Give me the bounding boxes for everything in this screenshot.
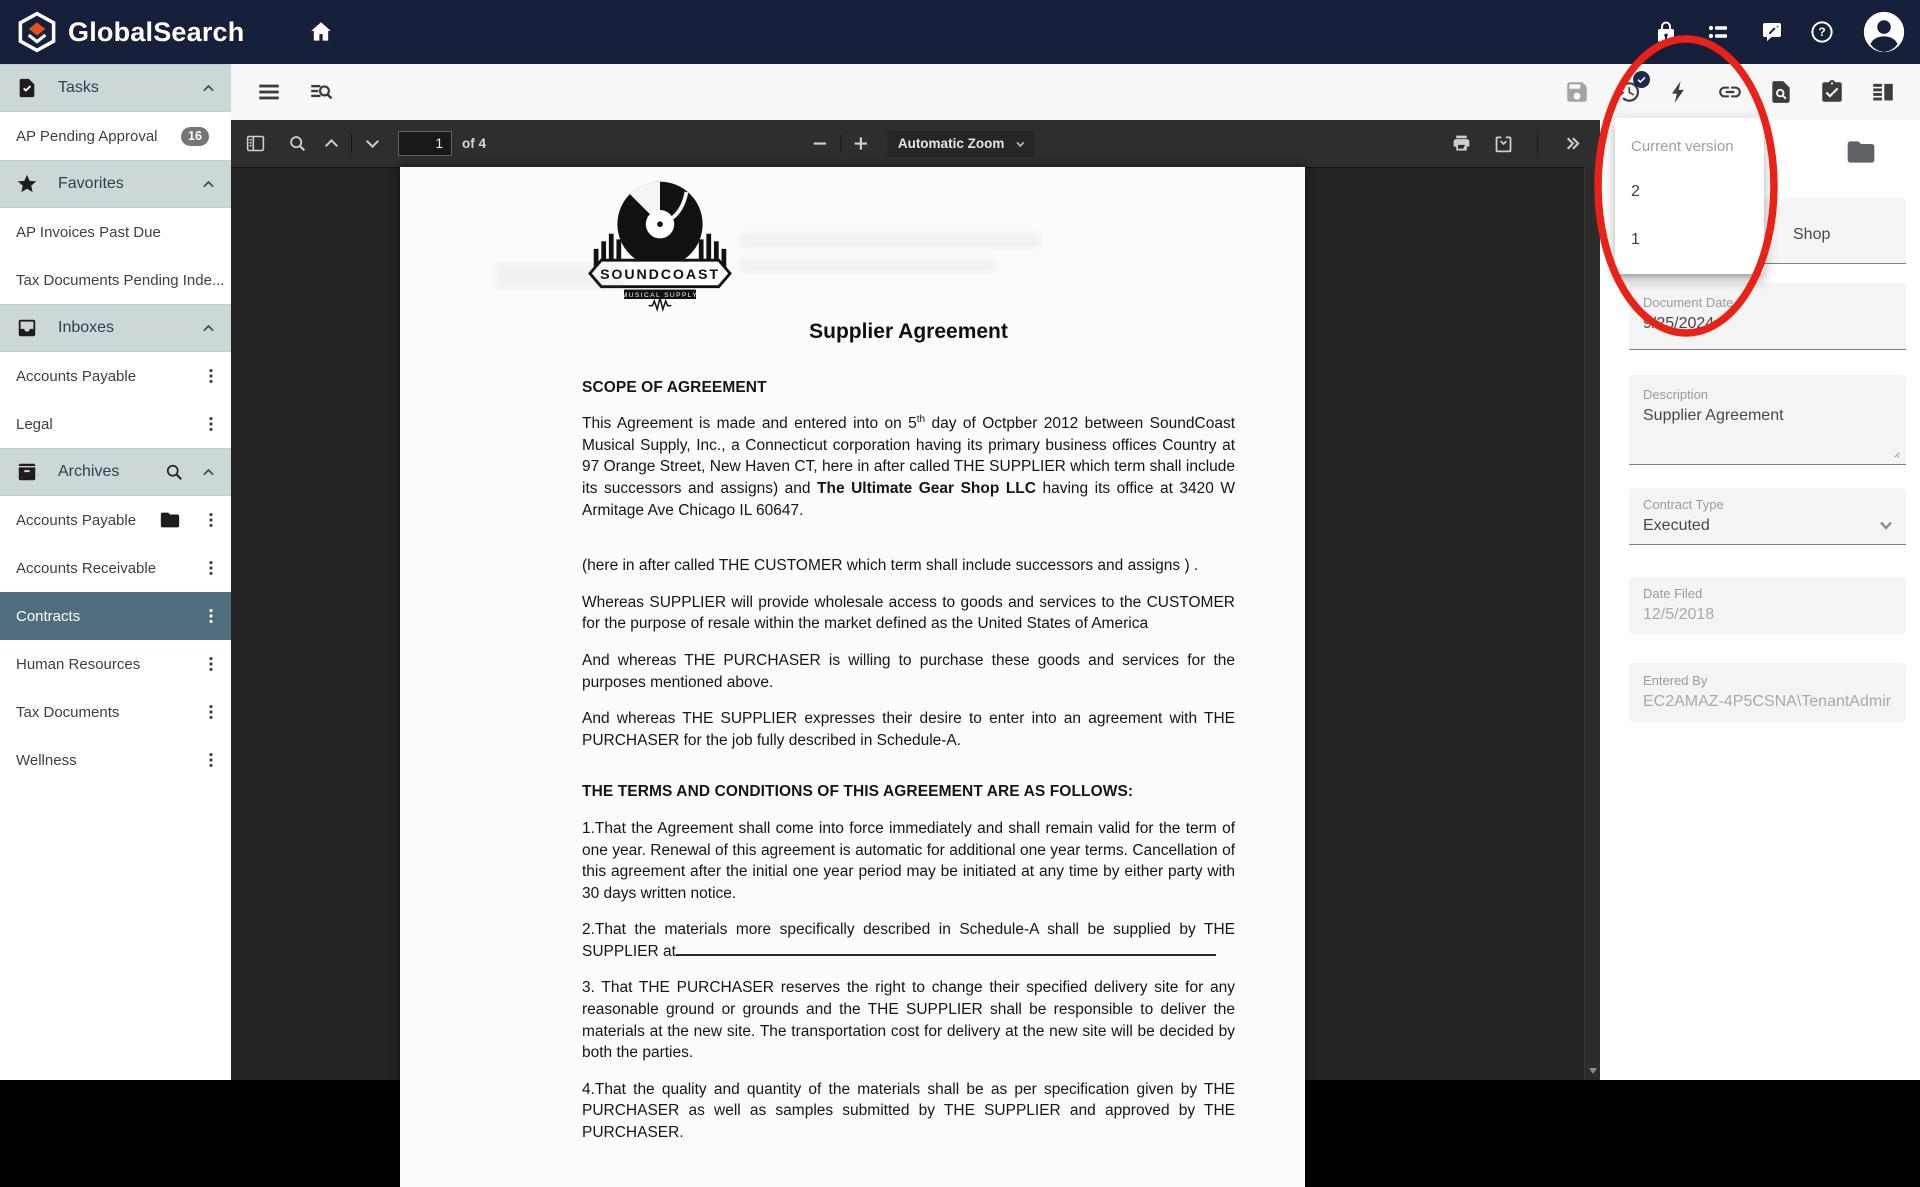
kebab-icon[interactable]	[201, 366, 221, 386]
sidebar-item-accounts-receivable[interactable]	[0, 544, 231, 592]
tasks-icon	[16, 77, 38, 99]
page-number-input[interactable]	[398, 131, 452, 156]
count-badge: 16	[181, 127, 209, 146]
chevron-up-icon	[200, 80, 217, 97]
field-contract-type[interactable]	[1629, 488, 1906, 545]
field-label: Contract Type	[1643, 497, 1724, 512]
sidebar-item-label: Accounts Payable	[16, 367, 137, 385]
view-controls	[256, 79, 334, 105]
document-paragraph: This Agreement is made and entered into on 5th day of Octpber 2012 between SoundCoast Musical Supply, Inc., a Connecticut corporation having its primary business offices Country at 97 Orange Street, New Haven CT, here in after called THE SUPPLIER which term shall include its successors and assigns) and The Ultimate Gear Shop LLC having its office at 3420 W Armitage Ave Chicago IL 60647.	[582, 414, 1235, 519]
globalsearch-brand	[16, 11, 244, 53]
document-paragraph: And whereas THE SUPPLIER expresses their desire to enter into an agreement with THE PURCHASER for the job fully described in Schedule-A.	[582, 710, 1235, 749]
field-label: Date Filed	[1643, 586, 1703, 601]
sidebar-section-label: Inboxes	[58, 319, 115, 336]
document-paragraph: SCOPE OF AGREEMENT	[582, 378, 767, 396]
sidebar-section-inboxes[interactable]	[0, 304, 231, 352]
svg-text:SOUNDCOAST: SOUNDCOAST	[600, 267, 720, 284]
field-value: Shop	[1793, 226, 1831, 243]
sidebar-item-tax-documents[interactable]	[0, 688, 231, 736]
kebab-icon[interactable]	[201, 702, 221, 722]
history-icon[interactable]	[1615, 79, 1641, 105]
header-actions	[1654, 10, 1906, 54]
more-tools-icon[interactable]	[1558, 130, 1586, 158]
scan-artifact	[496, 263, 624, 289]
star-icon	[16, 173, 38, 195]
document-paragraph: Whereas SUPPLIER will provide wholesale access to goods and services to the CUSTOMER for the purpose of resale within the market defined as the United States of America	[582, 593, 1235, 633]
chevron-up-icon	[200, 176, 217, 193]
apps-icon[interactable]	[1706, 20, 1730, 44]
home-icon[interactable]	[308, 19, 334, 45]
document-paragraph: And whereas THE PURCHASER is willing to purchase these goods and services for the purposes mentioned above.	[582, 651, 1235, 691]
print-icon[interactable]	[1447, 130, 1475, 158]
kebab-icon[interactable]	[201, 510, 221, 530]
link-icon[interactable]	[1717, 79, 1743, 105]
kebab-icon[interactable]	[201, 654, 221, 674]
inbox-icon	[16, 317, 38, 339]
globalsearch-logo-icon	[16, 11, 58, 53]
sidebar-section-label: Archives	[58, 463, 120, 480]
menu-icon[interactable]	[256, 79, 282, 105]
pdf-canvas	[231, 167, 1584, 1142]
sidebar-item-contracts[interactable]	[0, 592, 231, 640]
field-label: Document Date	[1643, 295, 1734, 310]
document-paragraph: (here in after called THE CUSTOMER which term shall include successors and assigns ) .	[582, 557, 1199, 575]
chevron-up-icon	[200, 320, 217, 337]
document-paragraph: 3. That THE PURCHASER reserves the right to change their specified delivery site for any reasonable ground or grounds and the THE SUPPLIER shall be responsible to deliver the materials at the new site. The transportation cost for delivery at the new site will be decided by both the parties.	[582, 979, 1235, 1062]
version-dropdown-header: Current version	[1631, 137, 1734, 155]
find-document-icon[interactable]	[1768, 79, 1794, 105]
sidebar-item-wellness[interactable]	[0, 736, 231, 784]
resize-icon[interactable]	[1887, 445, 1901, 459]
select-caret-icon	[1874, 513, 1898, 537]
zoom-level-select[interactable]	[887, 131, 1035, 157]
document-actions	[1564, 79, 1896, 105]
sidebar-item-accounts-payable[interactable]	[0, 496, 231, 544]
sidebar-item-ap-invoices-past-due[interactable]	[0, 208, 231, 256]
document-paragraph: 2.That the materials more specifically described in Schedule-A shall be supplied by THE SUPPLIER at	[582, 921, 1235, 960]
sidebar-item-label: AP Invoices Past Due	[16, 223, 161, 241]
document-page	[400, 167, 1305, 1187]
top-header	[0, 0, 1920, 64]
zoom-controls	[806, 130, 1035, 158]
toggle-sidebar-icon[interactable]	[241, 130, 269, 158]
secondary-toolbar	[231, 64, 1920, 120]
svg-text:MUSICAL SUPPLY: MUSICAL SUPPLY	[621, 292, 699, 300]
pdf-toolbar	[231, 120, 1600, 167]
sidebar-item-human-resources[interactable]	[0, 640, 231, 688]
version-option-2[interactable]: 2	[1631, 183, 1640, 200]
download-icon[interactable]	[1489, 130, 1517, 158]
document-paragraph: THE TERMS AND CONDITIONS OF THIS AGREEMENT ARE AS FOLLOWS:	[582, 783, 1134, 801]
bolt-icon[interactable]	[1666, 79, 1692, 105]
vertical-scrollbar[interactable]	[1584, 167, 1600, 1080]
zoom-out-icon[interactable]	[806, 130, 834, 158]
sidebar-item-legal[interactable]	[0, 400, 231, 448]
sidebar-section-label: Tasks	[58, 79, 99, 96]
sidebar-item-tax-documents-pending-inde[interactable]	[0, 256, 231, 304]
field-description[interactable]	[1629, 375, 1906, 465]
next-page-icon[interactable]	[358, 130, 386, 158]
page-count-label: of 4	[462, 136, 487, 151]
list-search-icon[interactable]	[308, 79, 334, 105]
sidebar-item-label: Accounts Receivable	[16, 559, 157, 577]
history-check-badge	[1633, 71, 1650, 88]
pdf-toolbar-right	[1447, 130, 1590, 158]
sidebar	[0, 64, 231, 1080]
zoom-level-label: Automatic Zoom	[897, 136, 1005, 151]
help-icon[interactable]	[1810, 20, 1834, 44]
previous-page-icon[interactable]	[317, 130, 345, 158]
field-value: Executed	[1643, 517, 1710, 534]
save-icon[interactable]	[1564, 79, 1590, 105]
field-value: Supplier Agreement	[1643, 407, 1784, 424]
toolbar-divider	[1537, 134, 1538, 153]
avatar[interactable]	[1862, 10, 1906, 54]
folder-icon	[159, 509, 181, 531]
document-paragraph: 4.That the quality and quantity of the materials shall be as per specification given by THE PURCHASER as well as samples submitted by THE SUPPLIER and approved by THE PURCHASER.	[582, 1080, 1235, 1142]
field-label: Entered By	[1643, 673, 1708, 688]
document-title: Supplier Agreement	[809, 320, 1008, 343]
field-value: 9/25/2024	[1643, 315, 1715, 332]
sidebar-item-ap-pending-approval[interactable]	[0, 112, 231, 160]
sidebar-section-archives[interactable]	[0, 448, 231, 496]
folder-icon[interactable]	[1845, 136, 1877, 168]
toolbar-divider	[351, 134, 352, 153]
clipboard-check-icon[interactable]	[1819, 79, 1845, 105]
pdf-viewer	[231, 120, 1600, 1142]
kebab-icon[interactable]	[201, 414, 221, 434]
chevron-up-icon	[200, 464, 217, 481]
sidebar-item-label: Contracts	[16, 607, 81, 625]
sidebar-item-label: Legal	[16, 415, 53, 433]
scan-artifact	[740, 259, 995, 272]
sidebar-item-label: AP Pending Approval	[16, 127, 158, 145]
lock-icon[interactable]	[1654, 20, 1678, 44]
pdf-search-icon[interactable]	[283, 130, 311, 158]
toolbar-divider	[840, 134, 841, 153]
feedback-icon[interactable]	[1758, 20, 1782, 44]
sidebar-item-accounts-payable[interactable]	[0, 352, 231, 400]
kebab-icon[interactable]	[201, 606, 221, 626]
field-document-date[interactable]	[1629, 283, 1906, 350]
document-body	[582, 377, 1235, 1144]
sidebar-item-label: Accounts Payable	[16, 511, 137, 529]
field-value: 12/5/2018	[1643, 606, 1715, 623]
panel-layout-icon[interactable]	[1870, 79, 1896, 105]
field-date-filed	[1629, 577, 1906, 634]
sidebar-item-label: Human Resources	[16, 655, 141, 673]
version-dropdown	[1615, 118, 1764, 274]
sidebar-section-tasks[interactable]	[0, 64, 231, 112]
search-icon[interactable]	[164, 462, 184, 482]
sidebar-item-label: Tax Documents Pending Inde...	[16, 271, 225, 289]
archive-icon	[16, 461, 38, 483]
sidebar-item-label: Wellness	[16, 751, 77, 769]
sidebar-section-favorites[interactable]	[0, 160, 231, 208]
sidebar-section-label: Favorites	[58, 175, 124, 192]
kebab-icon[interactable]	[201, 558, 221, 578]
scroll-down-arrow-icon[interactable]	[1589, 1068, 1597, 1074]
sidebar-item-label: Tax Documents	[16, 703, 120, 721]
blank-underline	[676, 952, 1216, 956]
field-label: Description	[1643, 387, 1709, 402]
kebab-icon[interactable]	[201, 750, 221, 770]
document-paragraph: 1.That the Agreement shall come into force immediately and shall remain valid for the term of one year. Renewal of this agreement is automatic for additional one year terms. Cancellation of this agreement after the initial one year period may be initiated at any time by either party with 30 days written notice.	[582, 819, 1235, 902]
field-entered-by	[1629, 663, 1906, 722]
soundcoast-logo	[584, 175, 736, 317]
version-option-1[interactable]: 1	[1631, 231, 1640, 248]
scan-artifact	[740, 233, 1040, 248]
field-list	[1629, 198, 1906, 722]
zoom-in-icon[interactable]	[847, 130, 875, 158]
field-value: EC2AMAZ-4P5CSNA\TenantAdmir	[1643, 693, 1892, 710]
svg-text:?: ?	[1818, 25, 1826, 40]
app-title: GlobalSearch	[68, 16, 245, 47]
chevron-down-icon	[1012, 136, 1028, 152]
